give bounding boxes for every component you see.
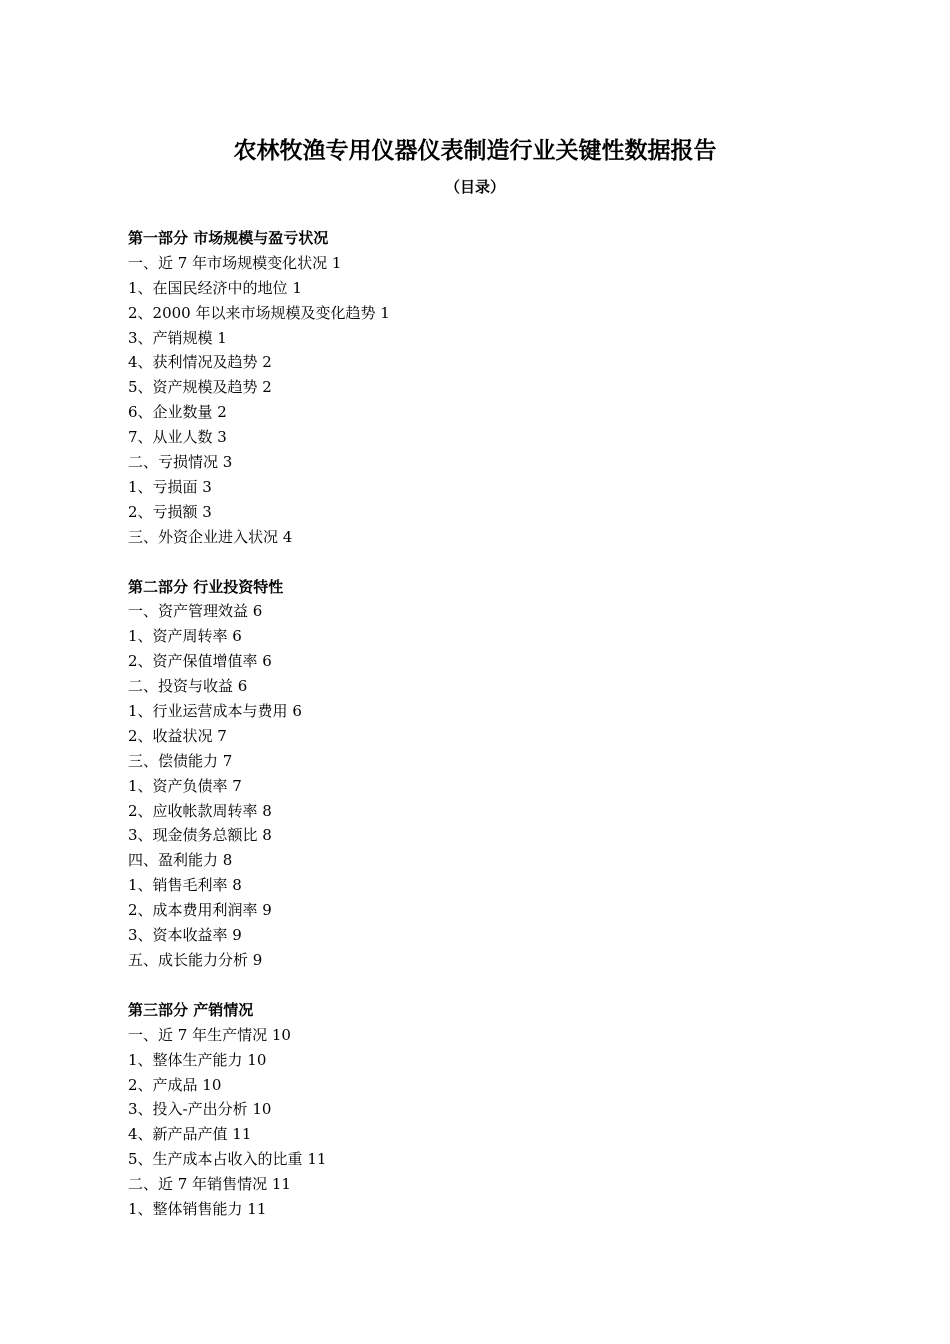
toc-section-part-2 bbox=[128, 575, 828, 973]
toc-item: 2、资产保值增值率 6 bbox=[128, 652, 272, 671]
toc-item: 三、偿债能力 7 bbox=[128, 751, 233, 770]
toc-item: 三、外资企业进入状况 4 bbox=[128, 527, 293, 546]
section-heading: 第二部分 行业投资特性 bbox=[128, 577, 284, 596]
toc-item: 二、亏损情况 3 bbox=[128, 453, 233, 472]
section-heading: 第三部分 产销情况 bbox=[128, 1000, 254, 1019]
toc-item: 4、获利情况及趋势 2 bbox=[128, 353, 272, 372]
toc-item: 二、近 7 年销售情况 11 bbox=[128, 1175, 291, 1194]
toc-item: 一、资产管理效益 6 bbox=[128, 602, 263, 621]
toc-item: 1、资产周转率 6 bbox=[128, 627, 242, 646]
toc-item: 6、企业数量 2 bbox=[128, 403, 227, 422]
toc-item: 1、亏损面 3 bbox=[128, 477, 212, 496]
toc-item: 2、应收帐款周转率 8 bbox=[128, 801, 272, 820]
document-subtitle: （目录） bbox=[444, 178, 505, 196]
toc-item: 3、投入-产出分析 10 bbox=[128, 1100, 272, 1119]
toc-item: 二、投资与收益 6 bbox=[128, 677, 248, 696]
toc-item: 四、盈利能力 8 bbox=[128, 851, 233, 870]
toc-item: 3、现金债务总额比 8 bbox=[128, 826, 272, 845]
document-title: 农林牧渔专用仪器仪表制造行业关键性数据报告 bbox=[233, 137, 717, 164]
toc-item: 5、资产规模及趋势 2 bbox=[128, 378, 272, 397]
toc-item: 5、生产成本占收入的比重 11 bbox=[128, 1150, 327, 1169]
toc-item: 1、销售毛利率 8 bbox=[128, 876, 242, 895]
toc-item: 1、资产负债率 7 bbox=[128, 776, 242, 795]
toc-item: 2、产成品 10 bbox=[128, 1075, 222, 1094]
toc-item: 2、收益状况 7 bbox=[128, 726, 227, 745]
toc-section-part-1 bbox=[128, 226, 828, 550]
toc-list bbox=[128, 599, 828, 972]
table-of-contents bbox=[128, 226, 828, 1222]
toc-item: 7、从业人数 3 bbox=[128, 428, 227, 447]
toc-item: 3、资本收益率 9 bbox=[128, 926, 242, 945]
toc-item: 2、成本费用利润率 9 bbox=[128, 901, 272, 920]
toc-item: 2、亏损额 3 bbox=[128, 502, 212, 521]
toc-item: 2、2000 年以来市场规模及变化趋势 1 bbox=[128, 303, 390, 322]
toc-item: 1、行业运营成本与费用 6 bbox=[128, 702, 302, 721]
toc-item: 五、成长能力分析 9 bbox=[128, 950, 263, 969]
toc-item: 1、整体销售能力 11 bbox=[128, 1199, 267, 1218]
toc-section-part-3 bbox=[128, 998, 828, 1222]
toc-item: 1、整体生产能力 10 bbox=[128, 1050, 267, 1069]
toc-item: 一、近 7 年市场规模变化状况 1 bbox=[128, 253, 342, 272]
toc-item: 3、产销规模 1 bbox=[128, 328, 227, 347]
toc-item: 一、近 7 年生产情况 10 bbox=[128, 1025, 291, 1044]
toc-item: 4、新产品产值 11 bbox=[128, 1125, 252, 1144]
toc-list bbox=[128, 251, 828, 550]
section-heading: 第一部分 市场规模与盈亏状况 bbox=[128, 229, 329, 247]
toc-list bbox=[128, 1023, 828, 1222]
toc-item: 1、在国民经济中的地位 1 bbox=[128, 278, 302, 297]
